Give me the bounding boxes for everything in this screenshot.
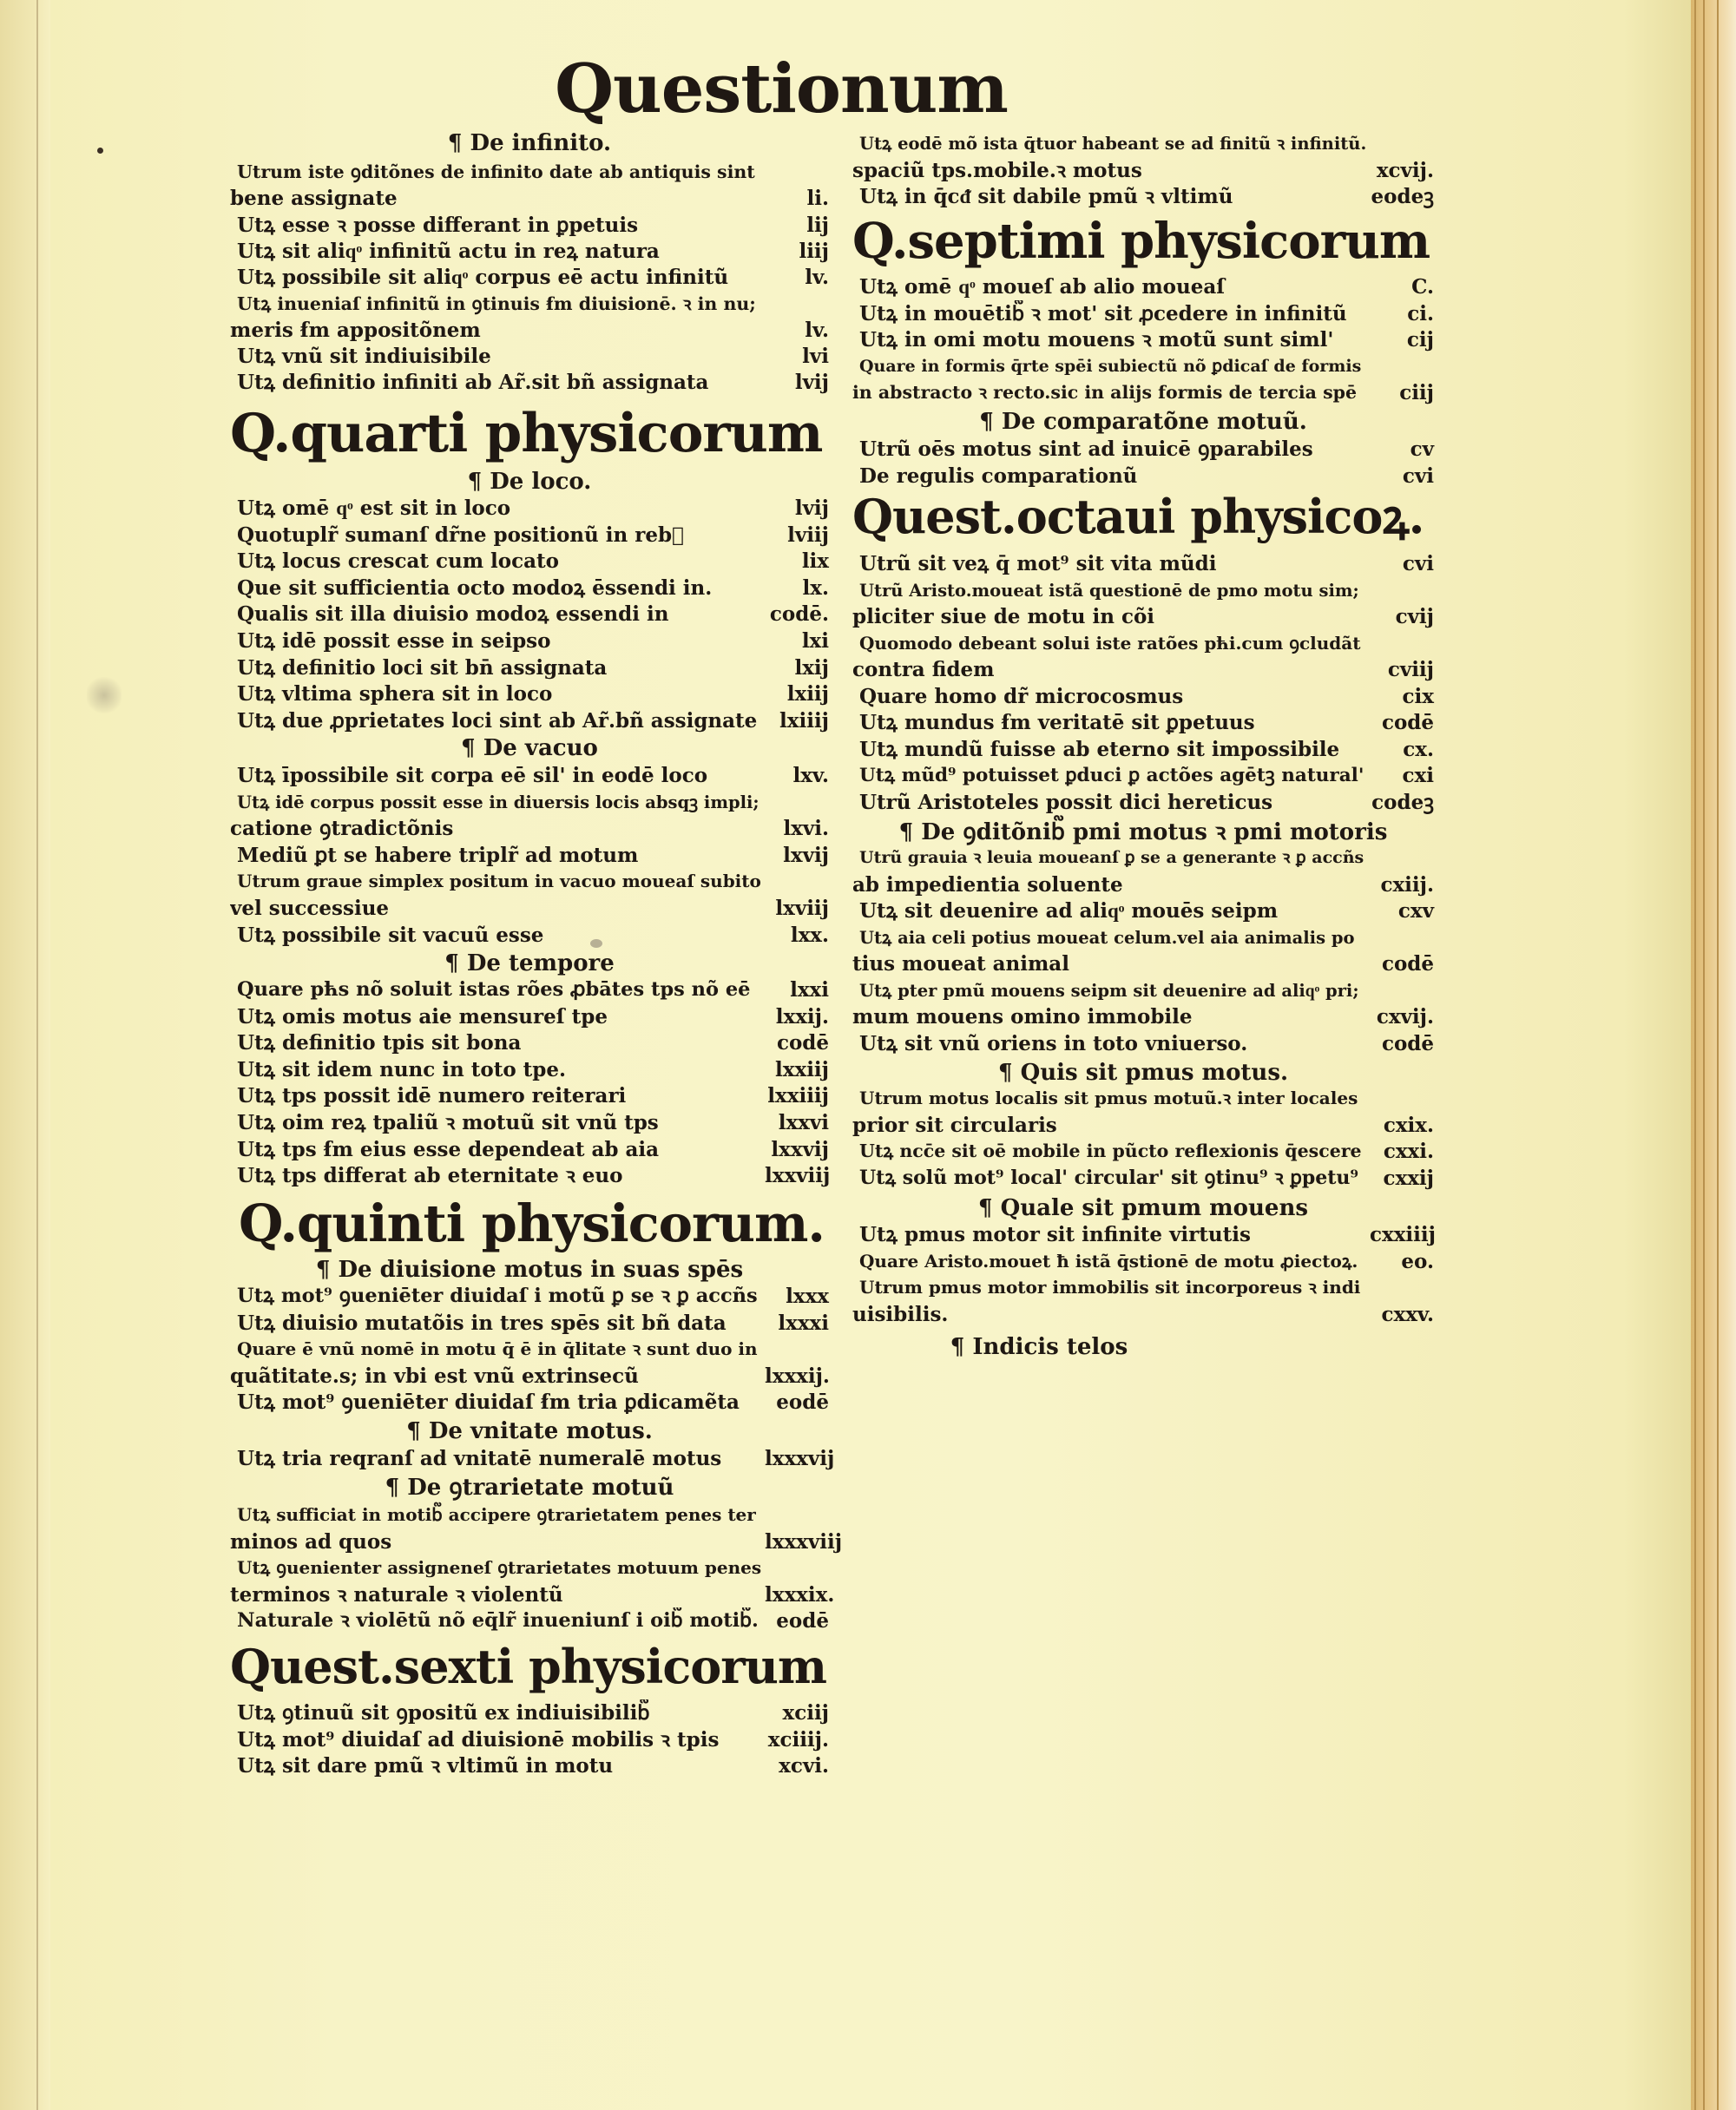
- index-entry: [230, 654, 829, 681]
- index-entry: [852, 1085, 1434, 1112]
- entry-text: De regulis comparationũ: [859, 463, 1138, 488]
- index-entry: [852, 1274, 1434, 1301]
- entry-text: Utꝝ locus crescat cum locato: [237, 549, 560, 574]
- entry-text: Utrũ Aristo.moueat istã questionē de pmo motu sim;: [859, 580, 1359, 601]
- index-entry: [852, 157, 1434, 184]
- index-entry: [852, 379, 1434, 406]
- entry-text: Naturale ꝛ violētũ nõ eq̄lr̃ inueniunſ i oib᷑ motib᷑.: [237, 1609, 759, 1632]
- folio-number: lxxiiij: [767, 1084, 829, 1108]
- index-entry: [852, 871, 1434, 898]
- index-entry: [852, 300, 1434, 327]
- folio-number: lxxx: [786, 1285, 829, 1308]
- index-entry: [852, 603, 1434, 630]
- index-entry: [230, 1752, 829, 1779]
- folio-number: eo.: [1401, 1249, 1434, 1273]
- folio-number: lxiiij: [779, 708, 829, 733]
- entry-text: Utrũ Aristoteles possit dici hereticus: [859, 790, 1273, 814]
- index-entry: [230, 522, 829, 549]
- folio-number: cxxij: [1383, 1166, 1434, 1190]
- folio-number: lx.: [802, 575, 829, 600]
- folio-number: lxxxi: [778, 1311, 829, 1335]
- index-entry: [230, 1389, 829, 1416]
- entry-text: Utꝝ esse ꝛ posse differant in ꝑpetuis: [237, 213, 639, 237]
- index-entry: [852, 924, 1434, 951]
- index-entry: [852, 183, 1434, 210]
- index-entry: [852, 736, 1434, 763]
- index-entry: [852, 1112, 1434, 1139]
- edge-line: [1694, 0, 1696, 2110]
- folio-number: lxiij: [786, 682, 829, 707]
- entry-text: Utrum iste ꝯditõnes de infinito date ab antiquis sint: [237, 161, 755, 182]
- book-title: Q.quinti physicorum.: [239, 1193, 825, 1253]
- entry-text: Utꝝ omē qͦ est sit in loco: [237, 496, 511, 520]
- entry-text: Utrum graue simplex positum in vacuo moueaſ subito: [237, 871, 761, 892]
- index-entry: [230, 1363, 829, 1390]
- section-heading: ¶ De vnitate motus.: [406, 1418, 653, 1444]
- folio-number: cix: [1402, 684, 1434, 708]
- folio-number: xciij: [782, 1701, 829, 1725]
- entry-text: Utrũ oēs motus sint ad inuicē ꝯparabiles: [859, 437, 1313, 461]
- section-heading: ¶ Quis sit pmus motus.: [997, 1060, 1289, 1086]
- index-entry: [230, 628, 829, 654]
- entry-text: Utꝝ ꝯuenienter assigneneſ ꝯtrarietates motuum penes: [237, 1557, 761, 1578]
- folio-number: lxi: [801, 629, 829, 653]
- folio-number: cij: [1406, 328, 1434, 352]
- entry-text: prior sit circularis: [852, 1113, 1057, 1137]
- index-entry: [230, 1555, 829, 1581]
- folio-number: lix: [801, 549, 829, 574]
- folio-number: lvij: [794, 371, 829, 395]
- folio-number: lxx.: [790, 923, 829, 947]
- folio-number: lxv.: [792, 764, 829, 787]
- entry-text: in abstracto ꝛ recto.sic in alijs formis de tercia spē: [852, 382, 1358, 403]
- folio-number: cxv: [1397, 899, 1434, 923]
- folio-number: lvi: [802, 345, 829, 369]
- index-entry: [230, 264, 829, 291]
- index-entry: [230, 291, 829, 318]
- entry-text: Utꝝ definitio infiniti ab Ar̃.sit bñ assignata: [237, 371, 709, 395]
- folio-number: cxvij.: [1376, 1005, 1434, 1029]
- entry-text: Utꝝ mundũ fuisse ab eterno sit impossibile: [859, 737, 1340, 761]
- index-entry: [230, 707, 829, 734]
- entry-text: Utꝝ in omi motu mouens ꝛ motũ sunt siml': [859, 328, 1334, 352]
- entry-text: Utrũ grauia ꝛ leuia moueanſ ꝑ se a generante ꝛ ꝑ accñs: [859, 848, 1364, 867]
- entry-text: Utꝝ tria reqranſ ad vnitatē numeralē motus: [237, 1447, 722, 1470]
- entry-text: mum mouens omino immobile: [852, 1005, 1193, 1029]
- folio-number: lvij: [794, 496, 829, 520]
- entry-text: Utꝝ definitio tpis sit bona: [237, 1031, 522, 1055]
- entry-text: Utꝝ solũ mot⁹ local' circular' sit ꝯtinu⁹ ꝛ ꝑpetu⁹: [859, 1166, 1359, 1189]
- entry-text: Utꝝ vltima sphera sit in loco: [237, 682, 553, 707]
- entry-text: Utrum pmus motor immobilis sit incorporeus ꝛ indi: [859, 1277, 1361, 1298]
- index-entry: [852, 326, 1434, 353]
- book-gutter: [0, 0, 50, 2110]
- index-entry: [852, 897, 1434, 924]
- folio-number: cxiij.: [1380, 872, 1434, 897]
- index-entry: [852, 950, 1434, 977]
- index-entry: [230, 1310, 829, 1337]
- index-entry: [230, 680, 829, 707]
- folio-number: lxxvij: [771, 1137, 829, 1161]
- index-entry: [852, 577, 1434, 604]
- index-entry: [230, 1003, 829, 1030]
- entry-text: Utꝝ due ꝓprietates loci sint ab Ar̃.bñ assignate: [237, 708, 758, 733]
- book-title: Q.septimi physicorum: [852, 213, 1430, 270]
- entry-text: Utꝝ tps ẜm eius esse dependeat ab aia: [237, 1137, 660, 1161]
- folio-number: cvi: [1402, 463, 1434, 488]
- folio-number: li.: [806, 187, 829, 211]
- entry-text: Quomodo debeant solui iste ratões pћi.cum ꝯcludãt: [859, 632, 1361, 654]
- index-entry: [230, 495, 829, 522]
- entry-text: Utꝝ sit deuenire ad aliqͦ mouēs seipm: [859, 899, 1279, 923]
- entry-text: ab impedientia soluente: [852, 872, 1123, 897]
- folio-number: lv.: [805, 318, 829, 342]
- index-entry: [230, 762, 829, 789]
- section-heading: ¶ De comparatõne motuũ.: [979, 409, 1307, 435]
- index-entry: [230, 575, 829, 601]
- index-entry: [852, 656, 1434, 683]
- folio-number: cvi: [1402, 552, 1434, 575]
- index-entry: [230, 1502, 829, 1528]
- book-title: Q.quarti physicorum: [230, 403, 823, 464]
- index-entry: [852, 550, 1434, 577]
- index-entry: [852, 1030, 1434, 1057]
- index-entry: [852, 630, 1434, 657]
- entry-text: Utꝝ idē possit esse in seipso: [237, 629, 551, 653]
- entry-text: uisibilis.: [852, 1302, 949, 1326]
- folio-number: cviij: [1387, 658, 1434, 681]
- index-entry: [852, 1138, 1434, 1165]
- index-entry: [230, 548, 829, 575]
- entry-text: Utrũ sit veꝝ q̄ mot⁹ sit vita mũdi: [859, 552, 1217, 575]
- entry-text: Utꝝ sit vnũ oriens in toto vniuerso.: [859, 1031, 1248, 1055]
- entry-text: Utꝝ mundus ẜm veritatē sit ꝑpetuus: [859, 711, 1255, 734]
- entry-text: contra fidem: [852, 658, 995, 681]
- entry-text: Utrum motus localis sit pmus motuũ.ꝛ inter locales: [859, 1088, 1358, 1108]
- entry-text: Utꝝ vnũ sit indiuisibile: [237, 345, 491, 369]
- folio-number: lxxxix.: [765, 1582, 835, 1607]
- folio-number: codē.: [769, 602, 829, 627]
- entry-text: Utꝝ sit aliqͦ infinitũ actu in reꝝ natura: [237, 239, 660, 263]
- index-entry: [230, 238, 829, 265]
- entry-text: meris ẜm appositõnem: [230, 318, 481, 342]
- entry-text: Utꝝ sit idem nunc in toto tpe.: [237, 1057, 567, 1081]
- folio-number: lviij: [787, 523, 829, 547]
- folio-number: xcvi.: [779, 1754, 829, 1778]
- index-entry: [230, 789, 829, 816]
- entry-text: quãtitate.s; in vbi est vnũ extrinsecũ: [230, 1364, 639, 1388]
- entry-text: catione ꝯtradictõnis: [230, 817, 454, 841]
- entry-text: Utꝝ īpossibile sit corpa eē sil' in eodē loco: [237, 764, 708, 787]
- index-entry: [230, 159, 829, 186]
- entry-text: Que sit sufficientia octo modoꝝ ēssendi in.: [237, 575, 713, 600]
- index-entry: [230, 343, 829, 370]
- entry-text: minos ad quos: [230, 1529, 392, 1554]
- folio-number: ci.: [1407, 301, 1434, 325]
- section-heading: ¶ De vacuo: [461, 735, 598, 761]
- index-entry: [852, 1165, 1434, 1192]
- index-entry: [230, 815, 829, 842]
- entry-text: pliciter siue de motu in cõi: [852, 605, 1155, 628]
- index-entry: [230, 1283, 829, 1310]
- entry-text: Utꝝ in mouētib᷑ ꝛ mot' sit ꝓcedere in infinitũ: [859, 301, 1347, 325]
- ink-dot: [97, 148, 103, 154]
- entry-text: Utꝝ mũd⁹ potuisset ꝑduci ꝑ actões agētꝫ natural': [859, 765, 1364, 786]
- index-entry: [230, 1699, 829, 1726]
- folio-number: cxix.: [1383, 1113, 1434, 1137]
- page-edge: [1691, 0, 1736, 2110]
- index-entry: [230, 1162, 829, 1189]
- entry-text: Utꝝ inueniaſ infinitũ in ꝯtinuis ẜm diuisionē. ꝛ in nu;: [237, 293, 756, 314]
- folio-number: lxxi: [790, 978, 829, 1002]
- index-entry: [852, 1003, 1434, 1030]
- page-title: Questionum: [555, 49, 1008, 128]
- folio-number: cxxv.: [1381, 1302, 1434, 1326]
- entry-text: Utꝝ aia celi potius moueat celum.vel aia animalis po: [859, 927, 1355, 948]
- entry-text: vel successiue: [230, 897, 390, 920]
- index-entry: [852, 789, 1434, 816]
- section-heading: ¶ Quale sit pmum mouens: [977, 1195, 1309, 1221]
- folio-number: lij: [806, 213, 829, 237]
- index-entry: [230, 895, 829, 922]
- entry-text: Quare in formis q̄rte spēi subiectũ nõ ꝑdicaſ de formis: [859, 356, 1362, 376]
- folio-number: cvij: [1395, 605, 1434, 628]
- entry-text: Quotuplr̃ sumanſ dr̃ne positionũ in reb᷑: [237, 523, 684, 547]
- folio-number: lxxxviij: [765, 1529, 843, 1554]
- entry-text: Qualis sit illa diuisio modoꝝ essendi in: [237, 602, 669, 627]
- index-entry: [852, 845, 1434, 871]
- index-entry: [230, 1082, 829, 1109]
- index-entry: [230, 1136, 829, 1163]
- entry-text: Utꝝ eodē mõ ista q̄tuor habeant se ad finitũ ꝛ infinitũ.: [859, 134, 1366, 154]
- folio-number: lxxviij: [765, 1164, 831, 1188]
- index-entry: [230, 1445, 835, 1472]
- folio-number: lxxij.: [775, 1004, 829, 1029]
- entry-text: Utꝝ sit dare pmũ ꝛ vltimũ in motu: [237, 1754, 614, 1778]
- index-entry: [230, 1109, 829, 1136]
- index-entry: [852, 353, 1434, 380]
- ink-stain: [87, 677, 122, 713]
- entry-text: bene assignate: [230, 187, 398, 211]
- folio-number: lxvi.: [783, 817, 829, 841]
- index-entry: [852, 762, 1434, 789]
- entry-text: Utꝝ pmus motor sit infinite virtutis: [859, 1223, 1251, 1246]
- folio-number: codē: [776, 1031, 829, 1055]
- folio-number: cx.: [1403, 737, 1434, 761]
- entry-text: Utꝝ pter pmũ mouens seipm sit deuenire ad aliqͦ pri;: [859, 980, 1359, 1001]
- entry-text: Quare Aristo.mouet ħ istã q̄stionē de motu ꝓiectoꝝ.: [859, 1250, 1358, 1272]
- index-entry: [230, 1726, 829, 1753]
- index-entry: [852, 273, 1434, 300]
- entry-text: Utꝝ sufficiat in motib᷑ accipere ꝯtrarietatem penes ter: [237, 1504, 756, 1525]
- index-entry: [852, 1221, 1434, 1248]
- index-entry: [852, 1301, 1434, 1328]
- book-title: Quest.octaui physicoꝝ.: [852, 489, 1424, 544]
- entry-text: Mediũ ꝑt se habere triplr̃ ad motum: [237, 843, 639, 867]
- index-entry: [852, 130, 1434, 157]
- entry-text: Utꝝ mot⁹ ꝯueniēter diuidaſ i motũ ꝑ se ꝛ ꝑ accñs: [237, 1285, 758, 1307]
- folio-number: codeꝫ: [1371, 790, 1434, 814]
- folio-number: xcvij.: [1376, 158, 1434, 182]
- folio-number: liij: [799, 239, 829, 263]
- entry-text: Quare pћs nõ soluit istas rões ꝓbātes tps nõ eē: [237, 978, 751, 1001]
- index-entry: [230, 1336, 829, 1363]
- folio-number: lxvij: [783, 843, 829, 867]
- edge-line: [1703, 0, 1705, 2110]
- entry-text: Utꝝ mot⁹ ꝯueniēter diuidaſ ẜm tria ꝑdicamẽta: [237, 1390, 740, 1414]
- folio-number: cxi: [1402, 764, 1434, 787]
- entry-text: Utꝝ possibile sit aliqͦ corpus eē actu infinitũ: [237, 266, 729, 290]
- folio-number: eodē: [776, 1390, 829, 1414]
- entry-text: Quare homo dr̃ microcosmus: [859, 684, 1184, 708]
- index-entry: [230, 317, 829, 344]
- folio-number: codē: [1381, 952, 1434, 976]
- entry-text: Utꝝ tps differat ab eternitate ꝛ euo: [237, 1164, 623, 1188]
- edge-line: [1717, 0, 1719, 2110]
- folio-number: eodeꝫ: [1371, 185, 1434, 208]
- entry-text: Utꝝ ncc̄e sit oē mobile in pũcto reflexionis q̄escere: [859, 1140, 1362, 1161]
- entry-text: Utꝝ idē corpus possit esse in diuersis locis absqꝫ impli;: [237, 792, 760, 812]
- index-entry: [230, 1581, 835, 1608]
- index-entry: [852, 436, 1434, 463]
- folio-number: C.: [1411, 275, 1434, 299]
- index-entry: [230, 922, 829, 949]
- index-entry: [230, 212, 829, 239]
- section-heading: ¶ De loco.: [467, 469, 592, 495]
- index-entry: [852, 463, 1434, 490]
- folio-number: lxij: [794, 655, 829, 680]
- folio-number: lxviij: [775, 897, 829, 920]
- index-entry: [230, 1607, 829, 1634]
- index-entry: [230, 1029, 829, 1056]
- entry-text: terminos ꝛ naturale ꝛ violentũ: [230, 1582, 563, 1607]
- folio-number: cxxi.: [1383, 1140, 1434, 1163]
- folio-number: cxxiiij: [1370, 1223, 1436, 1246]
- entry-text: Utꝝ definitio loci sit bn̄ assignata: [237, 655, 608, 680]
- folio-number: eodē: [776, 1609, 829, 1633]
- index-entry: [230, 185, 829, 212]
- folio-number: codē: [1381, 711, 1434, 734]
- folio-number: xciiij.: [767, 1727, 829, 1752]
- gutter-line: [36, 0, 38, 2110]
- entry-text: spaciũ tps.mobile.ꝛ motus: [852, 158, 1142, 182]
- folio-number: codē: [1381, 1031, 1434, 1055]
- entry-text: Utꝝ mot⁹ diuidaſ ad diuisionē mobilis ꝛ tpis: [237, 1727, 720, 1752]
- entry-text: Utꝝ in q̄cᵭ sit dabile pmũ ꝛ vltimũ: [859, 185, 1233, 208]
- folio-number: ciij: [1399, 381, 1434, 404]
- index-entry: [230, 601, 829, 628]
- index-entry: [230, 976, 829, 1003]
- index-entry: [230, 842, 829, 869]
- book-title: Quest.sexti physicorum: [230, 1639, 827, 1694]
- index-entry: [852, 977, 1434, 1004]
- folio-number: lxxvi: [778, 1111, 829, 1134]
- entry-text: Utꝝ omē qͦ moueſ ab alio moueaſ: [859, 275, 1226, 299]
- entry-text: Utꝝ omis motus aie mensureſ tpe: [237, 1004, 608, 1029]
- index-entry: [230, 369, 829, 396]
- entry-text: Utꝝ oim reꝝ tpaliũ ꝛ motuũ sit vnũ tps: [237, 1111, 659, 1134]
- entry-text: Utꝝ possibile sit vacuũ esse: [237, 923, 544, 947]
- index-entry: [230, 1056, 829, 1083]
- index-entry: [230, 1528, 843, 1555]
- entry-text: Utꝝ ꝯtinuũ sit ꝯpositũ ex indiuisibilib᷑: [237, 1701, 650, 1725]
- folio-number: lxxiij: [775, 1057, 829, 1081]
- folio-number: lxxxvij: [765, 1447, 835, 1470]
- entry-text: Utꝝ diuisio mutatõis in tres spēs sit bñ data: [237, 1311, 727, 1335]
- section-heading: ¶ De tempore: [444, 950, 615, 976]
- entry-text: Utꝝ tps possit idē numero reiterari: [237, 1084, 627, 1108]
- entry-text: Quare ē vnũ nomē in motu q̄ ē in q̄litate ꝛ sunt duo in: [237, 1338, 758, 1359]
- section-heading: ¶ De ꝯditõnib᷑ pmi motus ꝛ pmi motoris: [898, 819, 1388, 845]
- index-entry: [852, 709, 1434, 736]
- section-heading: ¶ De ꝯtrarietate motuũ: [385, 1475, 674, 1501]
- section-heading: ¶ De infinito.: [447, 130, 612, 156]
- index-entry: [230, 868, 829, 895]
- folio-number: lv.: [805, 266, 829, 290]
- section-heading: ¶ De diuisione motus in suas spēs: [315, 1257, 744, 1283]
- index-entry: [852, 1248, 1434, 1275]
- folio-number: lxxxij.: [765, 1364, 830, 1388]
- closing-line: ¶ Indicis telos: [950, 1334, 1128, 1360]
- folio-number: cv: [1410, 437, 1434, 461]
- entry-text: tius moueat animal: [852, 952, 1069, 976]
- index-entry: [852, 683, 1434, 710]
